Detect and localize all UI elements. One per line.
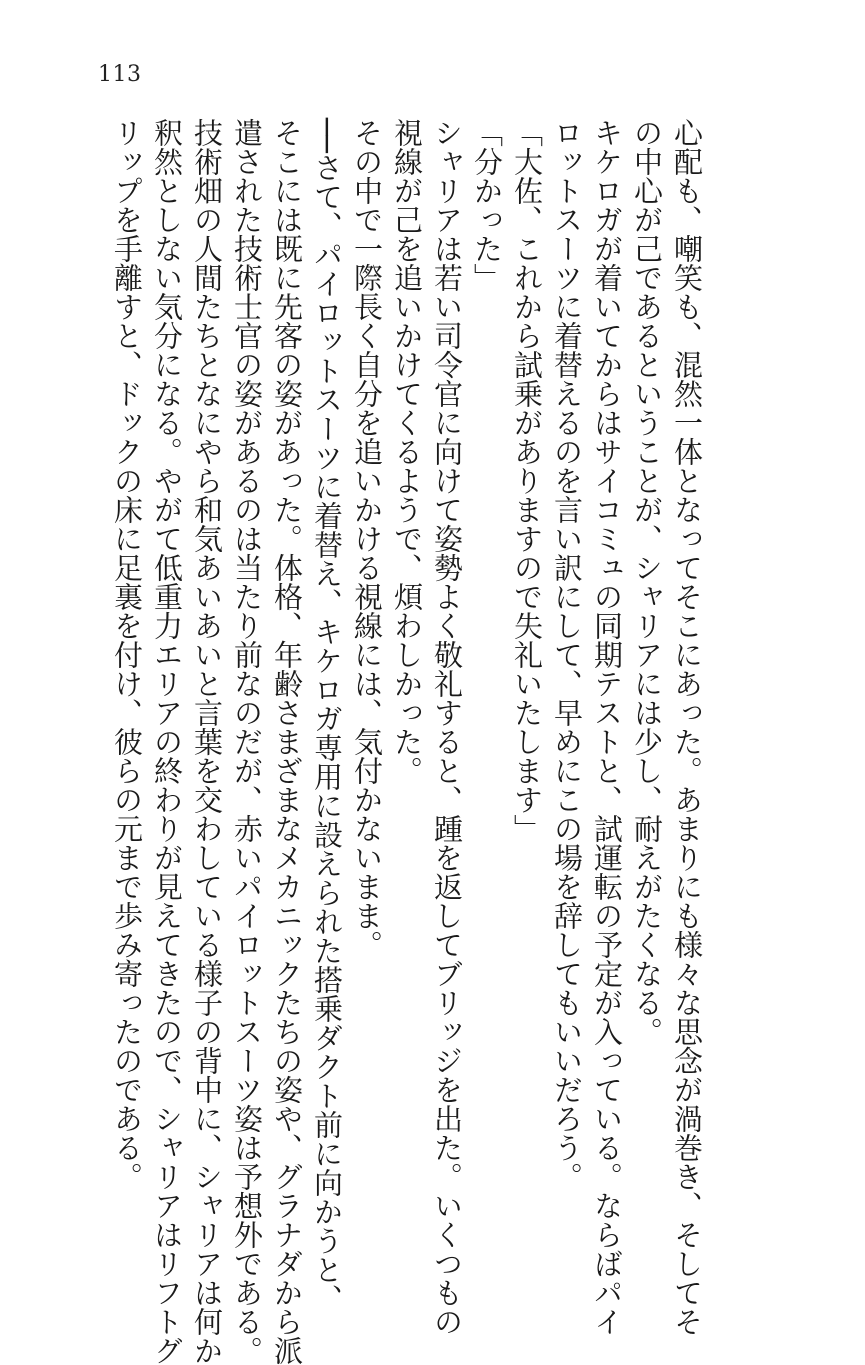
text-line: 視線が己を追いかけてくるようで、煩わしかった。	[390, 118, 424, 785]
text-line: 釈然としない気分になる。やがて低重力エリアの終わりが見えてきたので、シャリアはリフトグ	[150, 118, 184, 1365]
page-number: 113	[98, 62, 142, 87]
text-line: の中心が己であるということが、シャリアには少し、耐えがたくなる。	[630, 118, 664, 1046]
text-line: ロットスーツに着替えるのを言い訳にして、早めにこの場を辞してもいいだろう。	[550, 118, 584, 1191]
dialogue-line: 「分かった」	[470, 118, 504, 292]
text-line: 心配も、嘲笑も、混然一体となってそこにあった。あまりにも様々な思念が渦巻き、そしてそ	[670, 118, 704, 1336]
text-line: シャリアは若い司令官に向けて姿勢よく敬礼すると、踵を返してブリッジを出た。いくつもの	[430, 118, 464, 1336]
text-line: その中で一際長く自分を追いかける視線には、気付かないまま。	[350, 118, 384, 959]
text-line: ──さて、パイロットスーツに着替え、キケロガ専用に設えられた搭乗ダクト前に向かうと、	[310, 118, 344, 1313]
novel-text-body	[107, 118, 707, 1365]
text-line: 遣された技術士官の姿があるのは当たり前なのだが、赤いパイロットスーツ姿は予想外である。	[230, 118, 264, 1365]
dialogue-line: 「大佐、これから試乗がありますので失礼いたします」	[510, 118, 544, 843]
text-line: そこには既に先客の姿があった。体格、年齢さまざまなメカニックたちの姿や、グラナダから派	[270, 118, 304, 1365]
text-line: リップを手離すと、ドックの床に足裏を付け、彼らの元まで歩み寄ったのである。	[110, 118, 144, 1191]
text-line: 技術畑の人間たちとなにやら和気あいあいと言葉を交わしている様子の背中に、シャリアは何か	[190, 118, 224, 1365]
text-line: キケロガが着いてからはサイコミュの同期テストと、試運転の予定が入っている。ならばパイ	[590, 118, 624, 1336]
